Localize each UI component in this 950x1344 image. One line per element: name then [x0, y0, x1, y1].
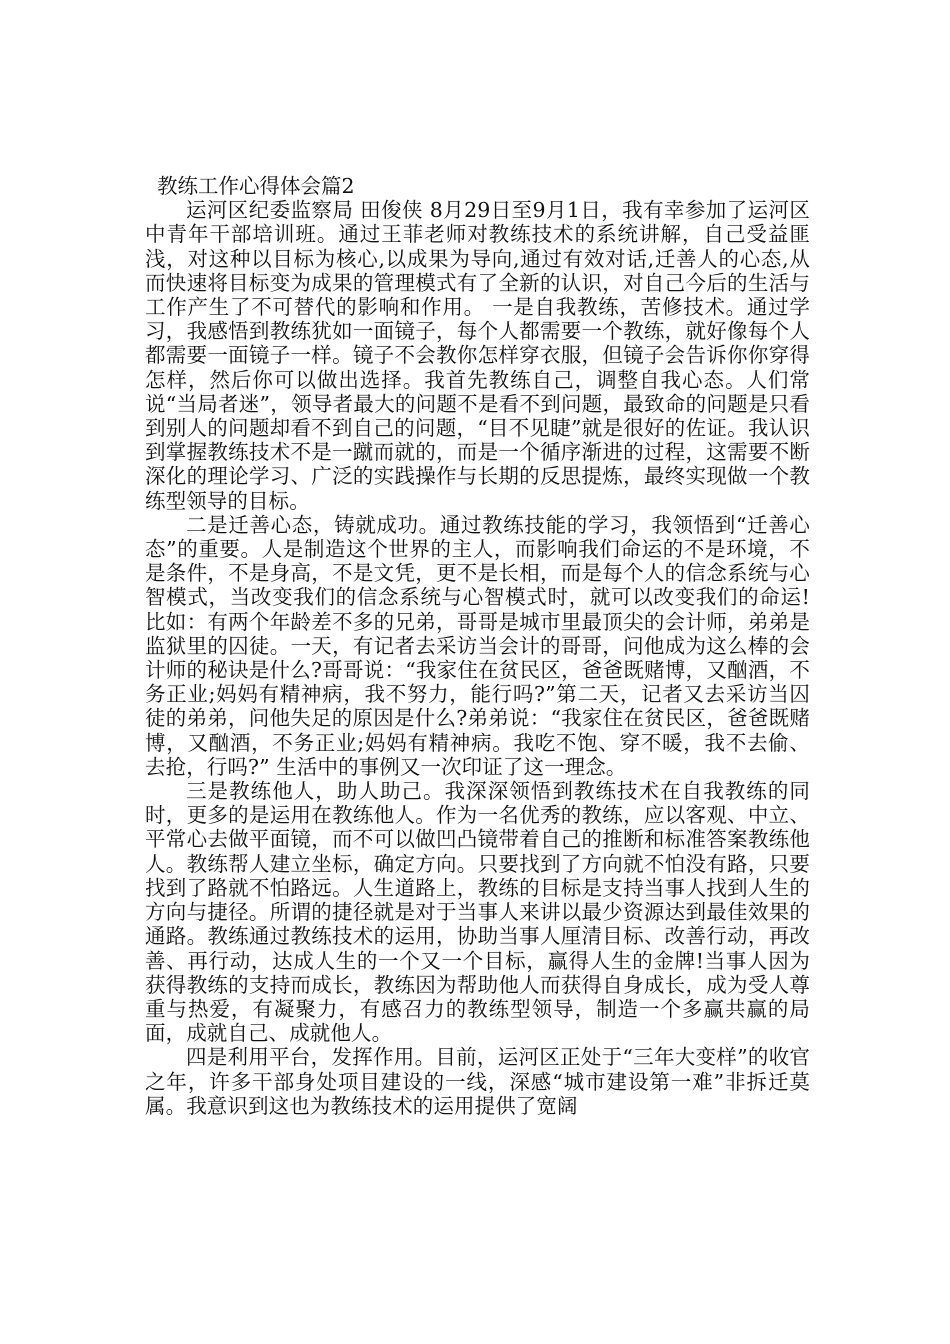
paragraph-4: 四是利用平台，发挥作用。目前，运河区正处于“三年大变样”的收官之年，许多干部身处项目建设的一线，深感“城市建设第一难”非拆迁莫属。我意识到这也为教练技术的运用提供了宽阔 — [145, 1045, 810, 1118]
paragraph-3: 三是教练他人，助人助己。我深深领悟到教练技术在自我教练的同时，更多的是运用在教练他人。作为一名优秀的教练，应以客观、中立、平常心去做平面镜，而不可以做凹凸镜带着自己的推断和标准答案教练他人。教练帮人建立坐标，确定方向。只要找到了方向就不怕没有路，只要找到了路就不怕路远。人生道路上，教练的目标是支持当事人找到人生的方向与捷径。所谓的捷径就是对于当事人来讲以最少资源达到最佳效果的通路。教练通过教练技术的运用，协助当事人厘清目标、改善行动，再改善、再行动，达成人生的一个又一个目标，赢得人生的金牌!当事人因为获得教练的支持而成长，教练因为帮助他人而获得自身成长，成为受人尊重与热爱，有凝聚力，有感召力的教练型领导，制造一个多赢共赢的局面，成就自己、成就他人。 — [145, 779, 810, 1046]
paragraph-2: 二是迁善心态，铸就成功。通过教练技能的学习，我领悟到“迁善心态”的重要。人是制造这个世界的主人，而影响我们命运的不是环境，不是条件，不是身高，不是文凭，更不是长相，而是每个人的信念系统与心智模式，当改变我们的信念系统与心智模式时，就可以改变我们的命运!比如：有两个年龄差不多的兄弟，哥哥是城市里最顶尖的会计师，弟弟是监狱里的囚徒。一天，有记者去采访当会计的哥哥，问他成为这么棒的会计师的秘诀是什么?哥哥说：“我家住在贫民区，爸爸既赌博，又酗酒，不务正业;妈妈有精神病，我不努力，能行吗?”第二天，记者又去采访当囚徒的弟弟，问他失足的原因是什么?弟弟说：“我家住在贫民区，爸爸既赌博，又酗酒，不务正业;妈妈有精神病。我吃不饱、穿不暖，我不去偷、去抢，行吗?” 生活中的事例又一次印证了这一理念。 — [145, 512, 810, 779]
paragraph-1: 运河区纪委监察局 田俊侠 8月29日至9月1日，我有幸参加了运河区中青年干部培训班。通过王菲老师对教练技术的系统讲解，自己受益匪浅，对这种以目标为核心,以成果为导向,通过有效对话,迁善人的心态,从而快速将目标变为成果的管理模式有了全新的认识，对自己今后的生活与工作产生了不可替代的影响和作用。 一是自我教练，苦修技术。通过学习，我感悟到教练犹如一面镜子，每个人都需要一个教练，就好像每个人都需要一面镜子一样。镜子不会教你怎样穿衣服，但镜子会告诉你你穿得怎样，然后你可以做出选择。我首先教练自己，调整自我心态。人们常说“当局者迷”，领导者最大的问题不是看不到问题，最致命的问题是只看到别人的问题却看不到自己的问题，“目不见睫”就是很好的佐证。我认识到掌握教练技术不是一蹴而就的，而是一个循序渐进的过程，这需要不断深化的理论学习、广泛的实践操作与长期的反思提炼，最终实现做一个教练型领导的目标。 — [145, 198, 810, 513]
document-title: 教练工作心得体会篇2 — [157, 174, 355, 198]
document-body — [145, 174, 810, 1118]
